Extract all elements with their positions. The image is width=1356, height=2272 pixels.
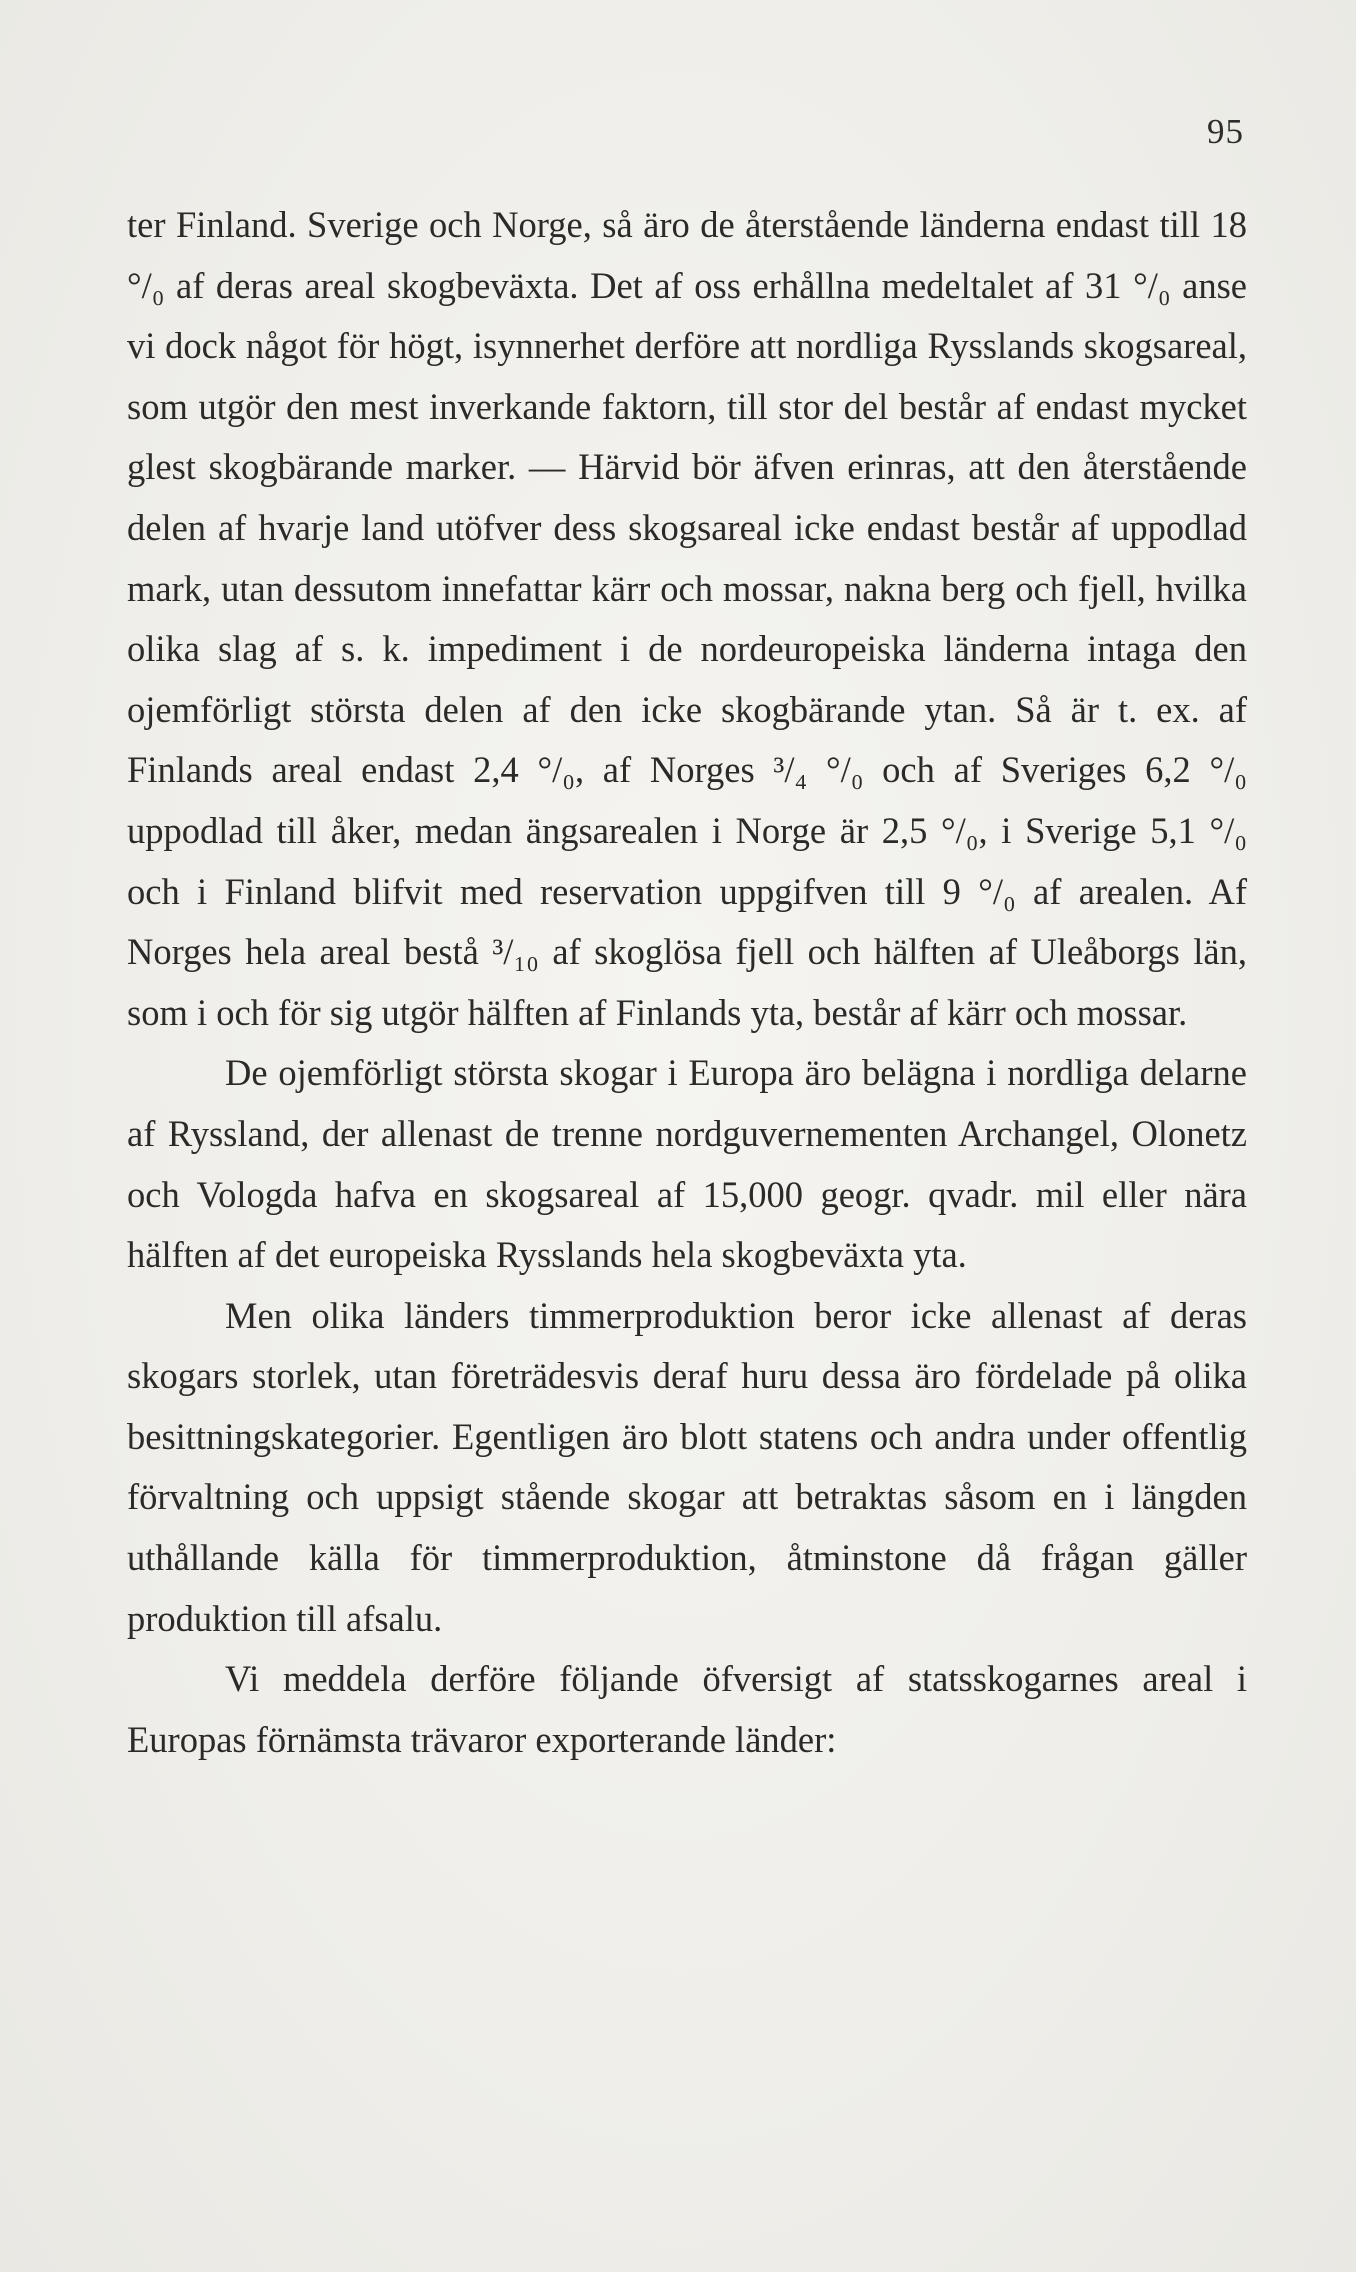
body-text [127,195,1247,1770]
paragraph-1: ter Finland. Sverige och Norge, så äro de återstående länderna endast till 18 °/₀ af deras areal skogbeväxta. Det af oss erhållna medeltalet af 31 °/₀ anse vi dock något för högt, isynnerhet derföre att nordliga Rysslands skogsareal, som utgör den mest inverkande faktorn, till stor del består af endast mycket glest skogbärande marker. — Härvid bör äfven erinras, att den återstående delen af hvarje land utöfver dess skogsareal icke endast består af uppodlad mark, utan dessutom innefattar kärr och mossar, nakna berg och fjell, hvilka olika slag af s. k. impediment i de nordeuropeiska länderna intaga den ojemförligt största delen af den icke skogbärande ytan. Så är t. ex. af Finlands areal endast 2,4 °/₀, af Norges ³/₄ °/₀ och af Sveriges 6,2 °/₀ uppodlad till åker, medan ängsarealen i Norge är 2,5 °/₀, i Sverige 5,1 °/₀ och i Finland blifvit med reservation uppgifven till 9 °/₀ af arealen. Af Norges hela areal bestå ³/₁₀ af skoglösa fjell och hälften af Uleåborgs län, som i och för sig utgör hälften af Finlands yta, består af kärr och mossar. [127,204,1247,1033]
paragraph-4: Vi meddela derföre följande öfversigt af statsskogarnes areal i Europas förnämsta trävaror exporterande länder: [127,1658,1247,1760]
page-number: 95 [1207,112,1244,151]
paragraph-3: Men olika länders timmerproduktion beror icke allenast af deras skogars storlek, utan företrädesvis deraf huru dessa äro fördelade på olika besittningskategorier. Egentligen äro blott statens och andra under offentlig förvaltning och uppsigt stående skogar att betraktas såsom en i längden uthållande källa för timmerproduktion, åtminstone då frågan gäller produktion till afsalu. [127,1294,1247,1639]
paragraph-2: De ojemförligt största skogar i Europa äro belägna i nordliga delarne af Ryssland, der allenast de trenne nordguvernementen Archangel, Olonetz och Vologda hafva en skogsareal af 15,000 geogr. qvadr. mil eller nära hälften af det europeiska Rysslands hela skogbeväxta yta. [127,1052,1247,1276]
